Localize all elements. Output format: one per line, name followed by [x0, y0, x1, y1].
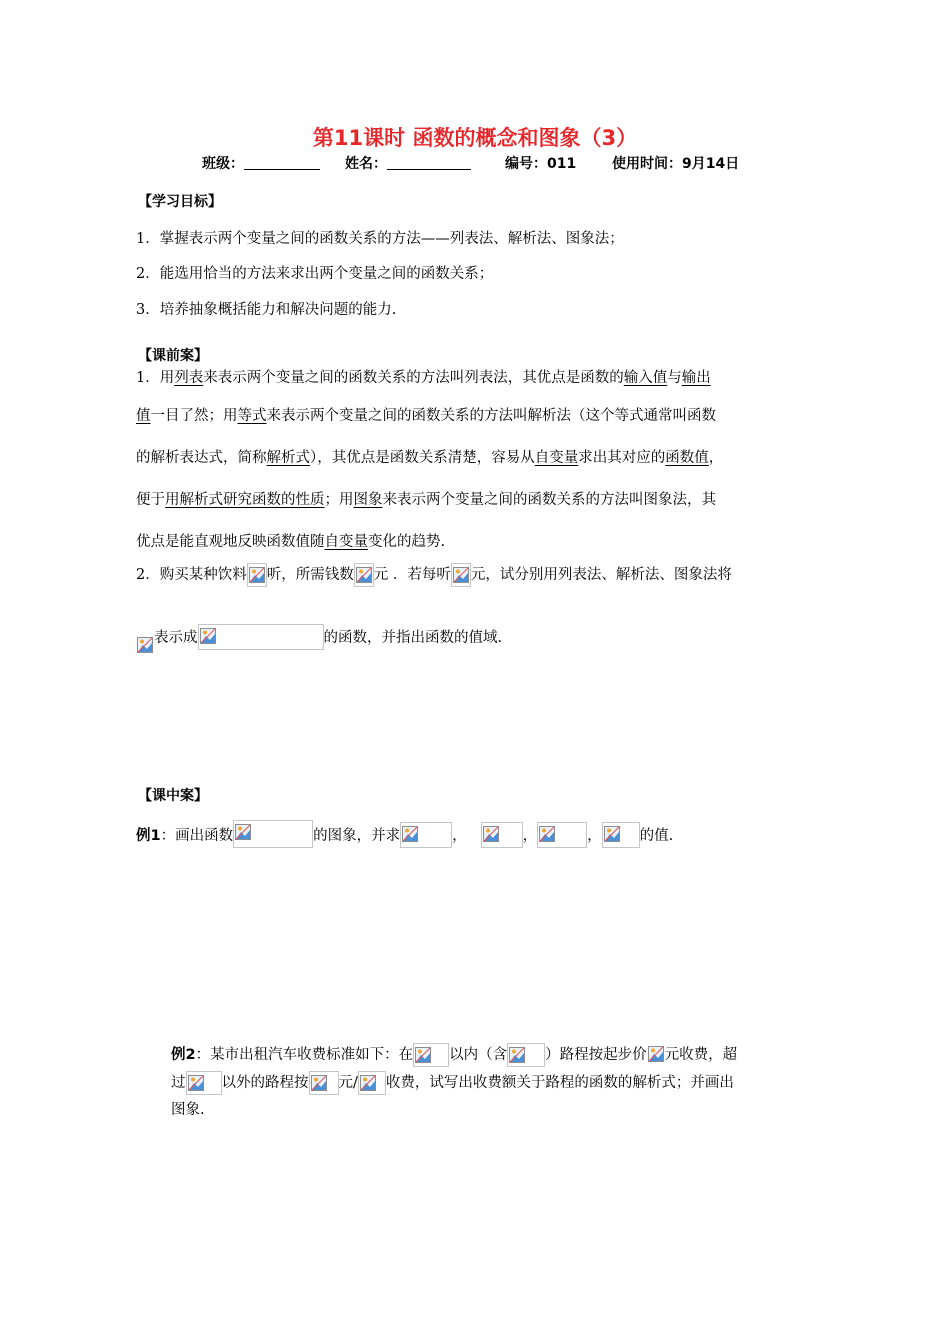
formula-image	[602, 822, 640, 848]
broken-image-icon	[249, 567, 265, 583]
formula-image	[233, 820, 313, 848]
formula-image	[537, 822, 587, 848]
broken-image-icon	[188, 1075, 204, 1091]
example-1: 例1：画出函数 的图象，并求 ， ， ， 的值.	[136, 820, 673, 848]
pre-p1-line1: 1．用列表来表示两个变量之间的函数关系的方法叫列表法，其优点是函数的输入值与输出	[136, 370, 711, 386]
broken-image-icon	[360, 1075, 376, 1091]
number-label: 编号：011	[505, 156, 577, 172]
formula-image	[451, 563, 471, 587]
formula-image	[413, 1043, 449, 1067]
formula-image	[309, 1071, 339, 1095]
broken-image-icon	[415, 1047, 431, 1063]
pre-p2-line1: 2．购买某种饮料 听，所需钱数 元 ．若每听 元，试分别用列表法、解析法、图象法将	[136, 563, 732, 587]
pre-p1-line5: 优点是能直观地反映函数值随自变量变化的趋势.	[136, 534, 446, 550]
example-2-line2: 过 以外的路程按 元/ 收费，试写出收费额关于路程的函数的解析式；并画出	[171, 1071, 734, 1095]
formula-image	[481, 822, 523, 848]
name-label: 姓名：	[345, 153, 471, 173]
broken-image-icon	[483, 826, 499, 842]
pre-heading: 【课前案】	[138, 348, 208, 364]
formula-image	[507, 1043, 545, 1067]
broken-image-icon	[356, 567, 372, 583]
example-2-line1: 例2：某市出租汽车收费标准如下：在 以内（含 ）路程按起步价 元收费，超	[171, 1043, 737, 1067]
broken-image-icon	[648, 1046, 664, 1062]
pre-p1-line4: 便于用解析式研究函数的性质；用图象来表示两个变量之间的函数关系的方法叫图象法，其	[136, 492, 716, 508]
broken-image-icon	[539, 826, 555, 842]
broken-image-icon	[509, 1047, 525, 1063]
formula-image	[647, 1043, 665, 1067]
formula-image	[247, 563, 267, 587]
goal-item-3: 3．培养抽象概括能力和解决问题的能力.	[136, 302, 397, 318]
broken-image-icon	[235, 824, 251, 840]
example-2-line3: 图象.	[171, 1102, 205, 1118]
name-blank[interactable]	[387, 155, 471, 170]
pre-p1-line3: 的解析表达式，简称解析式），其优点是函数关系清楚，容易从自变量求出其对应的函数值，	[136, 450, 724, 466]
pre-p2-line2: 表示成 的函数，并指出函数的值域.	[136, 624, 502, 658]
goal-item-2: 2．能选用恰当的方法来求出两个变量之间的函数关系；	[136, 266, 494, 282]
formula-image	[186, 1071, 222, 1095]
goals-heading: 【学习目标】	[138, 194, 222, 210]
broken-image-icon	[453, 567, 469, 583]
broken-image-icon	[137, 637, 153, 653]
goal-item-1: 1．掌握表示两个变量之间的函数关系的方法——列表法、解析法、图象法；	[136, 231, 624, 247]
formula-image	[358, 1071, 386, 1095]
pre-p1-line2: 值一目了然；用等式来表示两个变量之间的函数关系的方法叫解析法（这个等式通常叫函数	[136, 408, 716, 424]
formula-image	[400, 822, 452, 848]
broken-image-icon	[604, 826, 620, 842]
broken-image-icon	[402, 826, 418, 842]
formula-image	[136, 634, 154, 658]
formula-image	[198, 624, 324, 650]
class-label: 班级：	[202, 153, 320, 173]
broken-image-icon	[311, 1075, 327, 1091]
formula-image	[354, 563, 374, 587]
mid-heading: 【课中案】	[138, 788, 208, 804]
time-label: 使用时间：9月14日	[612, 156, 740, 172]
broken-image-icon	[200, 628, 216, 644]
class-blank[interactable]	[244, 155, 320, 170]
page-title: 第11课时 函数的概念和图象（3）	[312, 126, 638, 150]
